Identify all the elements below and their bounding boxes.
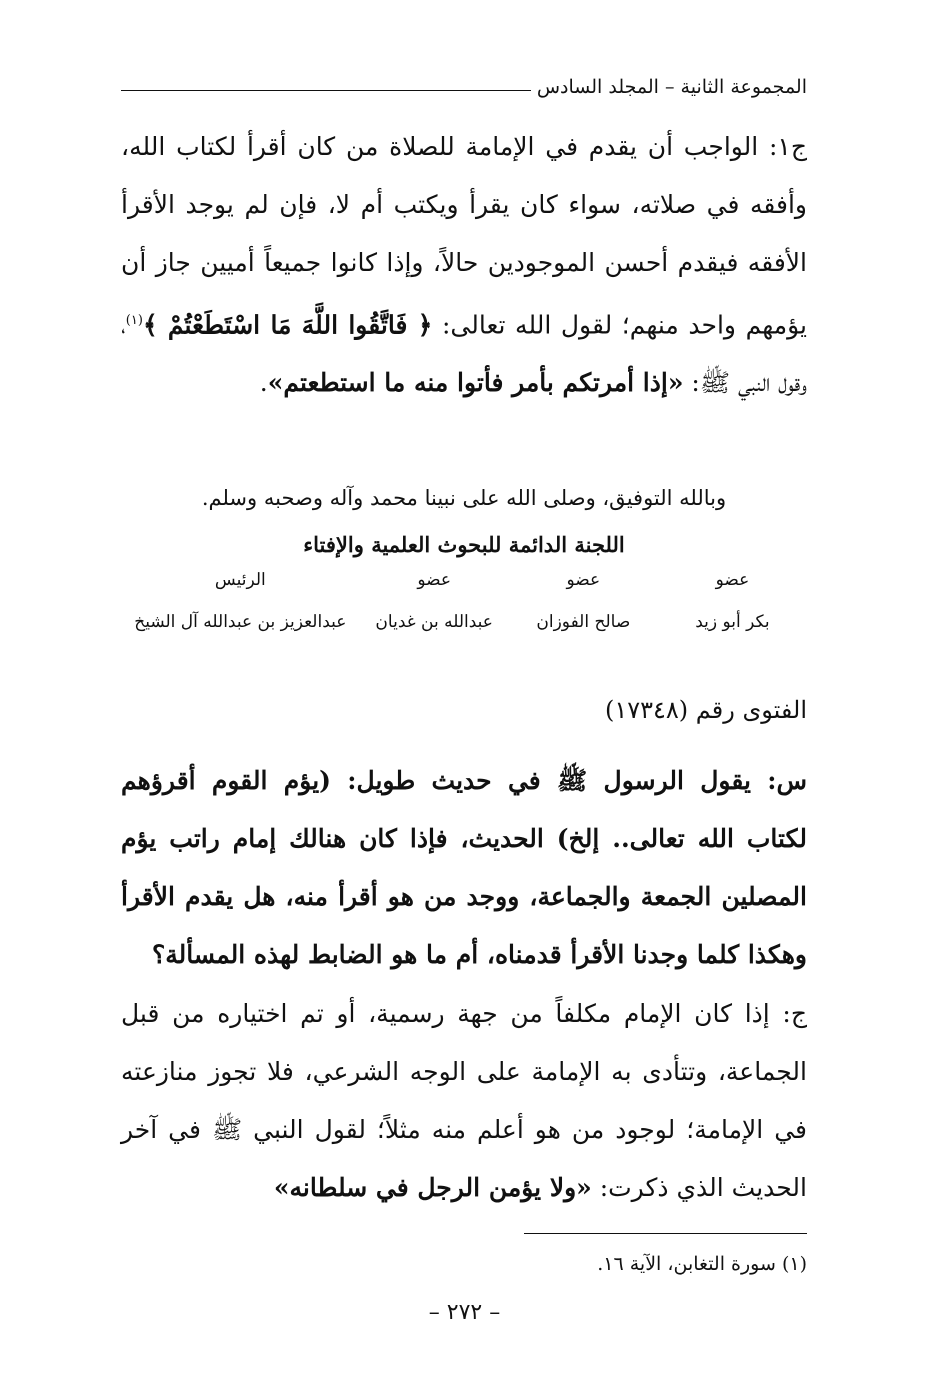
fatwa-number: الفتوى رقم (١٧٣٤٨)	[604, 696, 807, 724]
footnote-reference: (١)	[125, 313, 143, 328]
answer2-text: ج: إذا كان الإمام مكلفاً من جهة رسمية، أو تم اختياره من قبل الجماعة، وتتأدى به الإمامة على الوجه الشرعي، فلا تجوز منازعته في الإمامة؛ لوجود من هو أعلم منه مثلاً؛ لقول النبي ﷺ في آخر الحديث الذي ذكرت:	[121, 999, 807, 1202]
role-member-3: عضو	[417, 570, 452, 590]
running-header	[121, 70, 807, 104]
role-member-2: عضو	[566, 570, 601, 590]
question-paragraph: س: يقول الرسول ﷺ في حديث طويل: (يؤم القوم أقرؤهم لكتاب الله تعالى.. إلخ) الحديث، فإذا كان هنالك إمام راتب يؤم المصلين الجمعة والجماعة، ووجد من هو أقرأ منه، هل يقدم الأقرأ وهكذا كلما وجدنا الأقرأ قدمناه، أم ما هو الضابط لهذه المسألة؟	[121, 766, 807, 969]
hadith-quote-1: «إذا أمرتكم بأمر فأتوا منه ما استطعتم»	[267, 368, 684, 398]
answer-paragraph-2	[121, 985, 807, 1217]
header-title: المجموعة الثانية – المجلد السادس	[536, 76, 807, 98]
header-rule	[121, 90, 531, 91]
name-member-1: بكر أبو زيد	[695, 612, 770, 632]
closing-line: وبالله التوفيق، وصلى الله على نبينا محمد وآله وصحبه وسلم.	[201, 486, 727, 510]
quran-verse: ﴿ فَاتَّقُوا اللَّهَ مَا اسْتَطَعْتُمْ ﴾	[142, 310, 433, 340]
answer1-mid: ، وقول النبي ﷺ:	[121, 310, 807, 398]
footnote: (١) سورة التغابن، الآية ١٦.	[597, 1253, 807, 1275]
hadith-quote-2: «ولا يؤمن الرجل في سلطانه»	[273, 1173, 592, 1202]
answer-paragraph-1	[121, 118, 807, 412]
name-chairman: عبدالعزيز بن عبدالله آل الشيخ	[134, 612, 347, 632]
committee-roles	[121, 570, 807, 590]
role-chairman: الرئيس	[214, 570, 266, 590]
footnote-rule	[524, 1233, 807, 1234]
committee-title: اللجنة الدائمة للبحوث العلمية والإفتاء	[303, 532, 625, 557]
role-member-1: عضو	[715, 570, 750, 590]
name-member-3: عبدالله بن غديان	[375, 612, 493, 632]
answer1-end: .	[259, 368, 268, 398]
answer1-text: ج١: الواجب أن يقدم في الإمامة للصلاة من كان أقرأ لكتاب الله، وأفقه في صلاته، سواء كان يقرأ ويكتب أم لا، فإن لم يوجد الأقرأ الأفقه فيقدم أحسن الموجودين حالاً، وإذا كانوا جميعاً أميين جاز أن يؤمهم واحد منهم؛ لقول الله تعالى:	[121, 132, 807, 340]
committee-names	[121, 612, 807, 632]
page-number: – ٢٧٢ –	[428, 1300, 501, 1325]
name-member-2: صالح الفوزان	[536, 612, 631, 632]
